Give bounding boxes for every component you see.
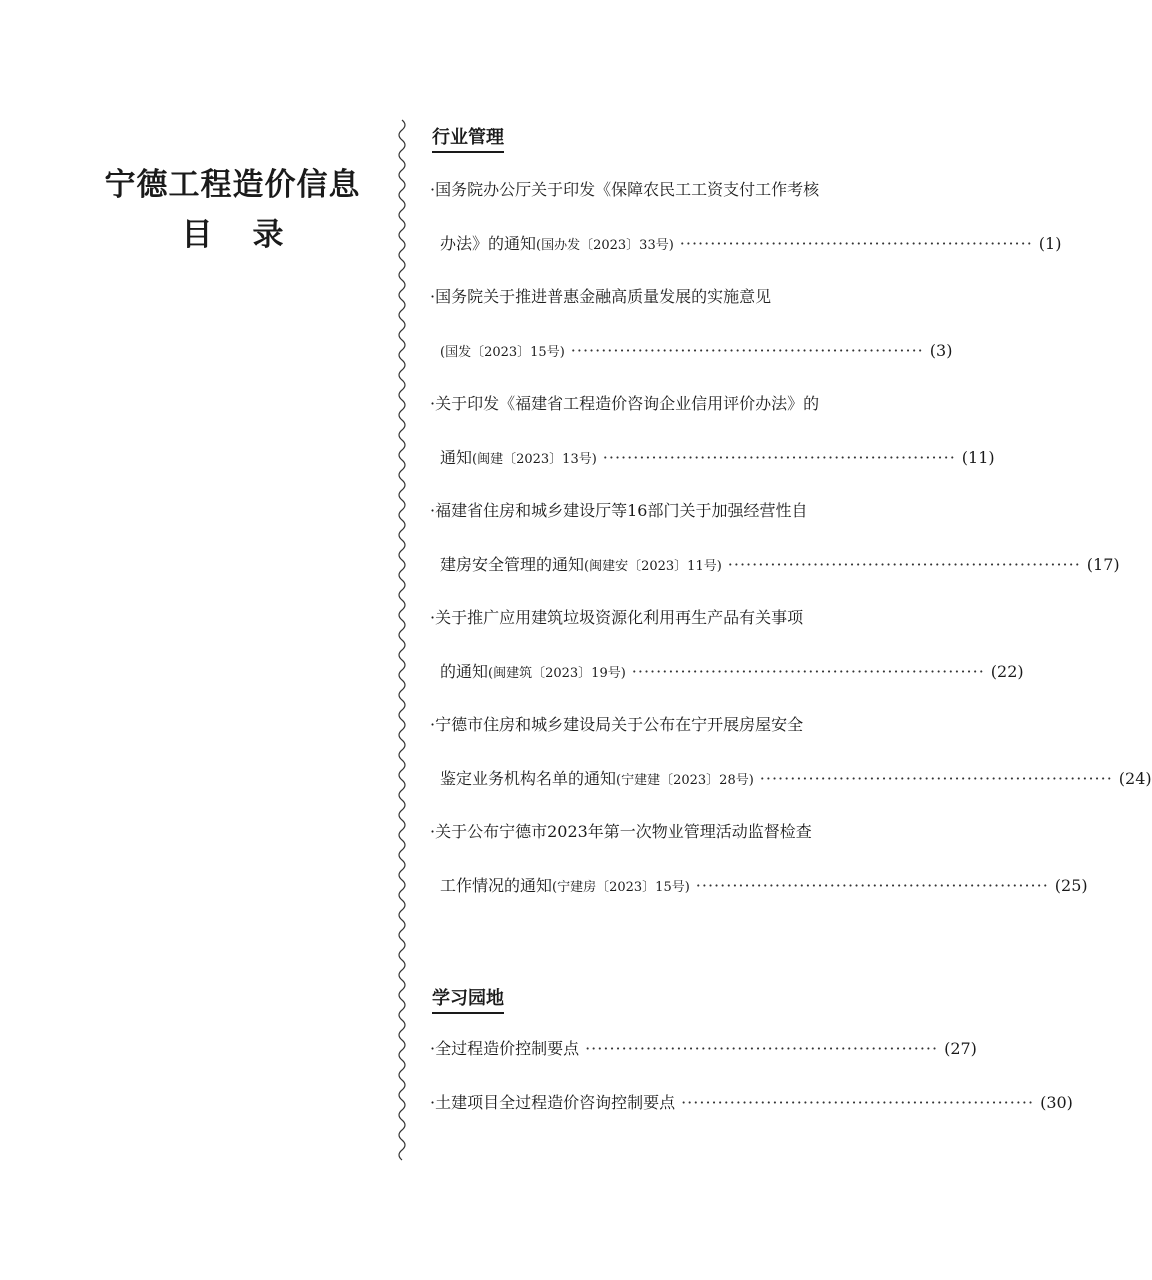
entry-title-cont: 鉴定业务机构名单的通知 <box>440 769 617 788</box>
entry-title-line: ·宁德市住房和城乡建设局关于公布在宁开展房屋安全 <box>430 715 804 734</box>
entry-doc-number: (国发〔2023〕15号) <box>440 345 565 360</box>
leader-dots: ·························································· <box>631 662 985 681</box>
entry-title-cont: 通知 <box>440 448 473 467</box>
leader-dots: ·························································· <box>679 234 1033 253</box>
page-number: (3) <box>929 341 953 360</box>
entry-doc-number: (宁建建〔2023〕28号) <box>616 773 754 788</box>
entry-title-line: ·关于印发《福建省工程造价咨询企业信用评价办法》的 <box>430 394 820 413</box>
leader-dots: ·························································· <box>759 769 1113 788</box>
toc-entry[interactable] <box>430 1091 1073 1115</box>
page-number: (30) <box>1040 1093 1073 1112</box>
toc-entry[interactable] <box>430 499 1120 577</box>
toc-heading: 目录 <box>181 217 324 253</box>
toc-entry[interactable] <box>430 713 1152 791</box>
page-number: (27) <box>944 1039 977 1058</box>
entry-doc-number: (闽建安〔2023〕11号) <box>584 559 722 574</box>
entry-title-line: ·关于推广应用建筑垃圾资源化利用再生产品有关事项 <box>430 608 804 627</box>
toc-entry[interactable] <box>430 820 1088 898</box>
page-number: (11) <box>961 448 995 467</box>
entry-doc-number: (闽建〔2023〕13号) <box>472 452 597 467</box>
toc-entry[interactable] <box>430 178 1062 256</box>
entry-doc-number: (国办发〔2023〕33号) <box>536 238 674 253</box>
entry-title-cont: 工作情况的通知 <box>440 876 553 895</box>
entry-title-cont: 的通知 <box>440 662 489 681</box>
entry-title-cont: 建房安全管理的通知 <box>440 555 585 574</box>
leader-dots: ·························································· <box>570 341 924 360</box>
entry-title-line: ·关于公布宁德市2023年第一次物业管理活动监督检查 <box>430 822 812 841</box>
document-title-block <box>95 160 370 260</box>
page-number: (22) <box>990 662 1024 681</box>
entry-doc-number: (闽建筑〔2023〕19号) <box>488 666 626 681</box>
entry-title-line: ·国务院关于推进普惠金融高质量发展的实施意见 <box>430 287 772 306</box>
leader-dots: ·························································· <box>695 876 1049 895</box>
leader-dots: ·························································· <box>602 448 956 467</box>
leader-dots: ·························································· <box>727 555 1081 574</box>
section-title-study: 学习园地 <box>432 984 504 1014</box>
toc-entry[interactable] <box>430 285 953 363</box>
page-number: (17) <box>1086 555 1120 574</box>
document-title: 宁德工程造价信息 <box>104 167 361 203</box>
page-number: (1) <box>1038 234 1062 253</box>
decorative-divider <box>394 120 410 1160</box>
toc-entry[interactable] <box>430 1037 977 1061</box>
page-number: (25) <box>1054 876 1088 895</box>
section-title-industry: 行业管理 <box>432 123 504 153</box>
leader-dots: ·························································· <box>585 1039 939 1058</box>
entry-title-line: ·国务院办公厅关于印发《保障农民工工资支付工作考核 <box>430 180 820 199</box>
toc-entry[interactable] <box>430 606 1024 684</box>
entry-title-line: ·福建省住房和城乡建设厅等16部门关于加强经营性自 <box>430 501 808 520</box>
entry-doc-number: (宁建房〔2023〕15号) <box>552 880 690 895</box>
entry-title-line: ·土建项目全过程造价咨询控制要点 <box>430 1093 676 1112</box>
entry-title-cont: 办法》的通知 <box>440 234 537 253</box>
page-number: (24) <box>1118 769 1152 788</box>
leader-dots: ·························································· <box>681 1093 1035 1112</box>
entry-title-line: ·全过程造价控制要点 <box>430 1039 580 1058</box>
toc-entry[interactable] <box>430 392 995 470</box>
